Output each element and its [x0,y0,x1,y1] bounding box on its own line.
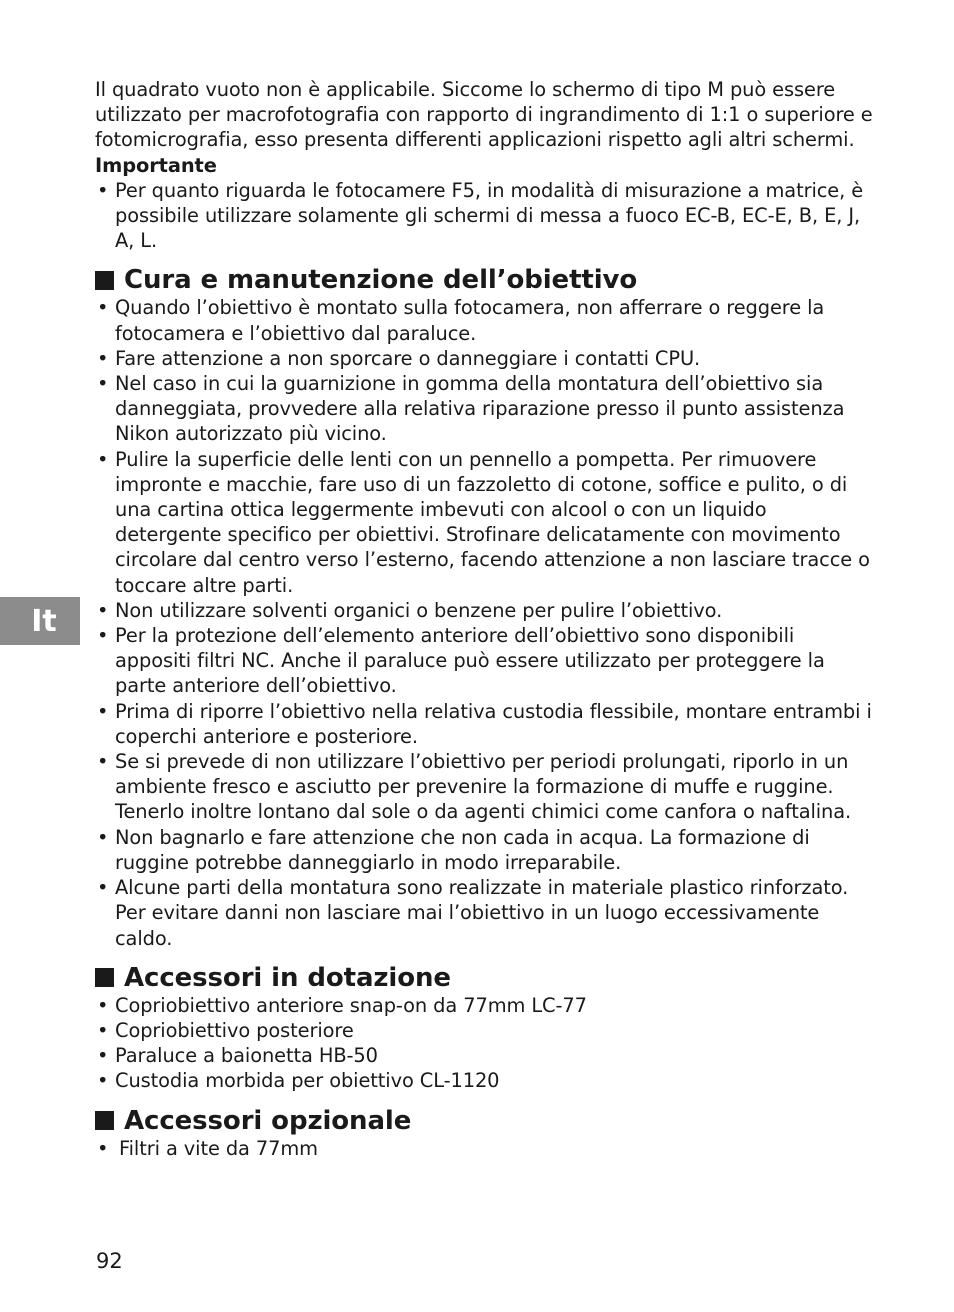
intro-paragraph: Il quadrato vuoto non è applicabile. Siccome lo schermo di tipo M può essere utilizzato per macrofotografia con rapporto di ingrandimento di 1:1 o superiore e fotomicrografia, esso presenta differenti applicazioni rispetto agli altri schermi. [95,78,873,152]
care-list [95,295,875,950]
language-tab: It [0,597,80,645]
square-bullet-icon [95,1111,114,1130]
page-number: 92 [96,1249,123,1273]
square-bullet-icon [95,968,114,987]
section-heading-supplied [95,963,875,993]
list-item: • Nel caso in cui la guarnizione in gomma della montatura dell’obiettivo sia danneggiata, provvedere alla relativa riparazione presso il punto assistenza Nikon autorizzato più vicino. [95,371,875,447]
list-item: • Alcune parti della montatura sono realizzate in materiale plastico rinforzato. Per evitare danni non lasciare mai l’obiettivo in un luogo eccessivamente caldo. [95,875,875,951]
list-item: • Copriobiettivo anteriore snap-on da 77mm LC-77 [95,993,875,1018]
list-item: • Pulire la superficie delle lenti con un pennello a pompetta. Per rimuovere impronte e macchie, fare uso di un fazzoletto di cotone, soffice e pulito, o di una cartina ottica leggermente imbevuti con alcool o con un liquido detergente specifico per obiettivi. Strofinare delicatamente con movimento circolare dal centro verso l’esterno, facendo attenzione a non lasciare tracce o toccare altre parti. [95,447,875,598]
list-item: • Paraluce a baionetta HB-50 [95,1043,875,1068]
supplied-list [95,993,875,1094]
list-item: • Copriobiettivo posteriore [95,1018,875,1043]
list-item: • Fare attenzione a non sporcare o danneggiare i contatti CPU. [95,346,875,371]
list-item: • Per la protezione dell’elemento anteriore dell’obiettivo sono disponibili appositi filtri NC. Anche il paraluce può essere utilizzato per proteggere la parte anteriore dell’obiettivo. [95,623,875,699]
square-bullet-icon [95,271,114,290]
optional-list [95,1136,875,1161]
list-item: • Se si prevede di non utilizzare l’obiettivo per periodi prolungati, riporlo in un ambiente fresco e asciutto per prevenire la formazione di muffe e ruggine. Tenerlo inoltre lontano dal sole o da agenti chimici come canfora o naftalina. [95,749,875,825]
section-heading-text: Cura e manutenzione dell’obiettivo [124,265,638,296]
list-item: • Filtri a vite da 77mm [95,1136,875,1161]
section-heading-care [95,265,875,295]
section-heading-text: Accessori in dotazione [124,962,451,993]
list-item: • Non utilizzare solventi organici o benzene per pulire l’obiettivo. [95,598,875,623]
list-item: • Prima di riporre l’obiettivo nella relativa custodia flessibile, montare entrambi i coperchi anteriore e posteriore. [95,699,875,749]
list-item: • Non bagnarlo e fare attenzione che non cada in acqua. La formazione di ruggine potrebbe danneggiarlo in modo irreparabile. [95,825,875,875]
list-item: • Quando l’obiettivo è montato sulla fotocamera, non afferrare o reggere la fotocamera e l’obiettivo dal paraluce. [95,295,875,345]
section-heading-text: Accessori opzionale [124,1105,412,1136]
important-list [95,178,875,254]
section-heading-optional [95,1106,875,1136]
important-label: Importante [95,153,217,177]
list-item: • Per quanto riguarda le fotocamere F5, in modalità di misurazione a matrice, è possibile utilizzare solamente gli schermi di messa a fuoco EC-B, EC-E, B, E, J, A, L. [95,178,875,254]
page-content [95,77,875,1161]
list-item: • Custodia morbida per obiettivo CL-1120 [95,1068,875,1093]
